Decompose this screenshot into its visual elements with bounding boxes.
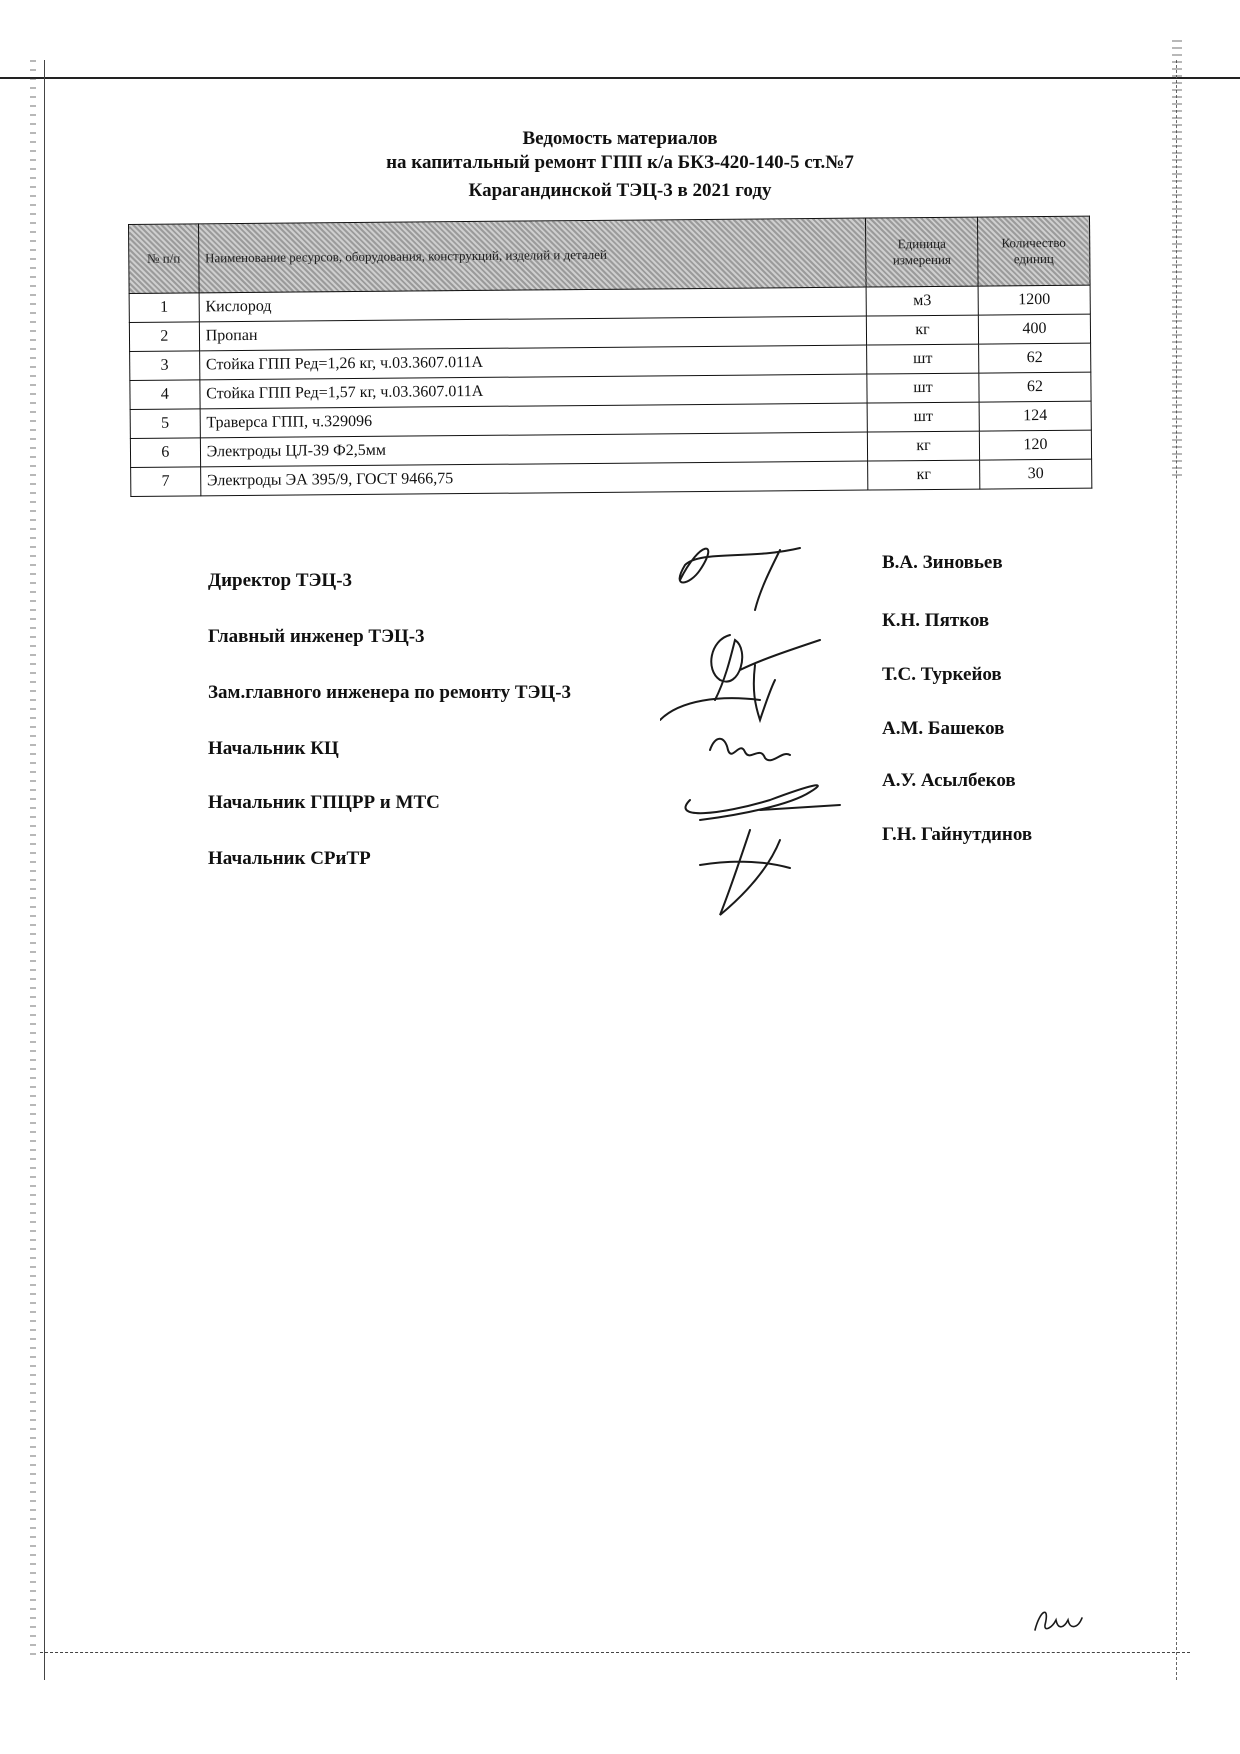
initials-signature: [1030, 1600, 1090, 1640]
row-unit: шт: [867, 402, 979, 432]
row-name: Пропан: [199, 316, 867, 351]
signatory-name-pyatkov: К.Н. Пятков: [882, 610, 990, 631]
row-unit: кг: [867, 431, 979, 461]
signatory-role-head-sritr: Начальник СРиТР: [208, 848, 371, 869]
row-qty: 400: [978, 314, 1090, 344]
signatory-role-head-gpcrr: Начальник ГПЦРР и МТС: [208, 792, 440, 813]
signature-scribble-2: [711, 635, 820, 700]
row-num: 1: [129, 293, 199, 323]
signatory-name-turkeyov: Т.С. Туркейов: [882, 664, 1002, 685]
header-num: № п/п: [129, 224, 199, 294]
row-name: Кислород: [199, 287, 867, 322]
row-num: 5: [130, 409, 200, 439]
row-qty: 120: [979, 430, 1091, 460]
row-name: Стойка ГПП Ред=1,26 кг, ч.03.3607.011А: [199, 345, 867, 380]
row-qty: 62: [979, 343, 1091, 373]
row-num: 4: [130, 380, 200, 410]
signatory-name-zinovyev: В.А. Зиновьев: [882, 552, 1003, 573]
row-num: 7: [131, 467, 201, 497]
scan-edge-noise-left: [30, 60, 36, 1660]
row-qty: 62: [979, 372, 1091, 402]
row-name: Траверса ГПП, ч.329096: [200, 403, 868, 438]
signature-scribble-1: [680, 548, 800, 610]
scan-border-top: [0, 77, 1240, 79]
row-qty: 30: [980, 459, 1092, 489]
row-num: 6: [130, 438, 200, 468]
row-unit: шт: [867, 373, 979, 403]
document-subtitle: на капитальный ремонт ГПП к/а БКЗ-420-140-5 ст.№7: [386, 152, 854, 173]
initials-scribble: [1035, 1612, 1082, 1630]
signatory-role-chief-engineer: Главный инженер ТЭЦ-3: [208, 626, 425, 647]
materials-table: [128, 216, 1092, 497]
table-header-row: [129, 216, 1091, 293]
signatory-role-head-kc: Начальник КЦ: [208, 738, 339, 759]
row-qty: 1200: [978, 285, 1090, 315]
row-unit: шт: [867, 344, 979, 374]
row-name: Электроды ЭА 395/9, ГОСТ 9466,75: [200, 461, 868, 496]
header-name: Наименование ресурсов, оборудования, конструкций, изделий и деталей: [198, 218, 866, 293]
row-unit: кг: [866, 315, 978, 345]
row-name: Электроды ЦЛ-39 Ф2,5мм: [200, 432, 868, 467]
signatory-name-asylbekov: А.У. Асылбеков: [882, 770, 1016, 791]
signature-scribble-4: [710, 739, 790, 761]
scan-border-bottom: [40, 1652, 1190, 1653]
header-unit: Единица измерения: [866, 217, 978, 287]
document-subtitle-location: Карагандинской ТЭЦ-3 в 2021 году: [468, 180, 772, 201]
header-qty: Количество единиц: [977, 216, 1090, 286]
signature-scribble-5: [685, 785, 840, 820]
signature-scribble-6: [700, 830, 790, 915]
signatory-role-deputy-chief-engineer: Зам.главного инженера по ремонту ТЭЦ-3: [208, 682, 572, 703]
row-unit: м3: [866, 286, 978, 316]
handwritten-signatures: [660, 530, 920, 930]
scan-border-left: [44, 60, 45, 1680]
scan-edge-noise-right: [1172, 40, 1182, 480]
document-title: Ведомость материалов: [522, 128, 718, 149]
row-num: 3: [130, 351, 200, 381]
row-unit: кг: [868, 460, 980, 490]
row-num: 2: [129, 322, 199, 352]
signatory-role-director: Директор ТЭЦ-3: [208, 570, 353, 591]
row-qty: 124: [979, 401, 1091, 431]
row-name: Стойка ГПП Ред=1,57 кг, ч.03.3607.011А: [200, 374, 868, 409]
signatory-name-bashekov: А.М. Башеков: [882, 718, 1005, 739]
signatory-name-gaynutdinov: Г.Н. Гайнутдинов: [882, 824, 1033, 845]
